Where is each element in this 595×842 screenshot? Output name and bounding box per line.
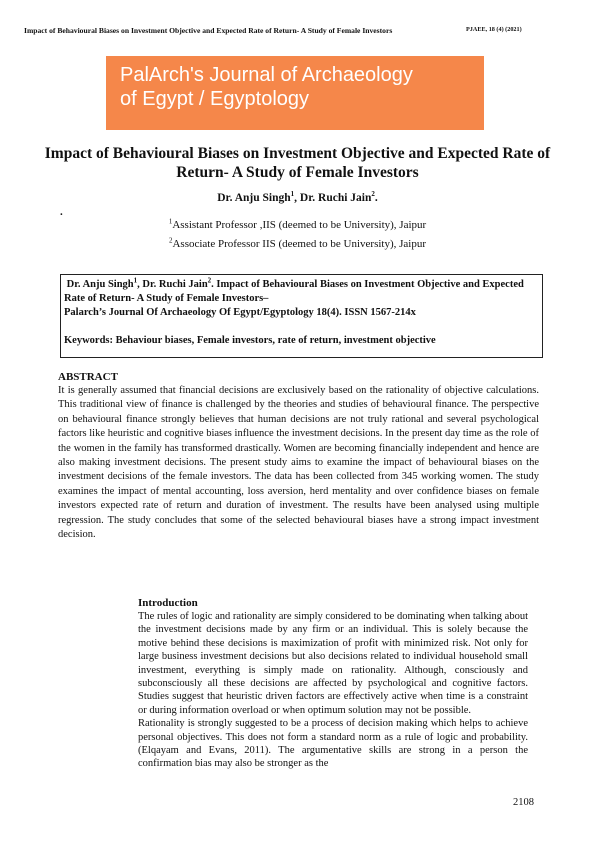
page-number: 2108 xyxy=(513,797,534,808)
affiliation-1-sup: 1 xyxy=(168,217,173,226)
banner-line-1: PalArch's Journal of Archaeology xyxy=(120,64,413,86)
abstract-heading: ABSTRACT xyxy=(58,371,118,383)
citation-text xyxy=(64,278,538,306)
paper-title: Impact of Behavioural Biases on Investment Objective and Expected Rate of Return- A Study of Female Investors xyxy=(44,145,551,181)
running-header-title: Impact of Behavioural Biases on Investment Objective and Expected Rate of Return- A Study of Female Investors xyxy=(24,26,393,35)
affiliation-2-sup: 2 xyxy=(168,236,173,245)
stray-mark: . xyxy=(60,206,63,218)
citation-author-2-sup: 2 xyxy=(207,276,212,285)
affiliation-2 xyxy=(0,238,595,250)
citation-author-2: Dr. Ruchi Jain xyxy=(142,279,208,290)
citation-author-1: Dr. Anju Singh xyxy=(66,279,134,290)
affiliation-2-text: Associate Professor IIS (deemed to be University), Jaipur xyxy=(172,238,427,250)
citation-sep: , xyxy=(137,279,143,290)
banner-line-2: of Egypt / Egyptology xyxy=(120,88,310,110)
affiliation-1-text: Assistant Professor ,IIS (deemed to be University), Jaipur xyxy=(172,219,427,231)
author-2: Dr. Ruchi Jain xyxy=(299,192,372,204)
author-2-sup: 2 xyxy=(371,190,375,199)
citation-author-1-sup: 1 xyxy=(133,276,138,285)
citation-journal: Palarch’s Journal Of Archaeology Of Egypt/Egyptology 18(4). ISSN 1567-214x xyxy=(64,307,416,318)
introduction-heading: Introduction xyxy=(138,597,198,609)
author-1-sup: 1 xyxy=(290,190,295,199)
affiliation-1 xyxy=(0,219,595,231)
keywords: Keywords: Behaviour biases, Female investors, rate of return, investment objective xyxy=(64,335,436,346)
introduction-body xyxy=(138,610,528,771)
abstract-body: It is generally assumed that financial decisions are exclusively based on the rationality of objective calculations. This traditional view of finance is challenged by the theories and studies of behavioural finance. The perspective on behavioural finance strongly believes that human decisions are not truly rational and several psychological factors like heuristic and cognitive biases influence the investment decisions. In the present day time as the role of the women in the family has transformed drastically. Women are becoming financially independent and hence are also making investment decisions. The present study aims to examine the impact of behavioural biases on the investment decisions of the female investors. The data has been collected from 345 working women. The study examines the impact of mental accounting, loss aversion, herd mentality and over confidence biases on female investors expected rate of return and duration of investment. The results have been analysed using multiple regression. The study concludes that some of the selected behavioural biases have a strong impact investment decision. xyxy=(58,385,539,541)
citation-rest: . Impact of Behavioural Biases on Investment Objective and Expected Rate of Return- A Study of Female Investors– xyxy=(64,279,524,304)
author-line xyxy=(0,192,595,204)
author-sep: , xyxy=(294,192,300,204)
citation-box xyxy=(60,274,543,358)
running-header-journal: PJAEE, 18 (4) (2021) xyxy=(466,26,522,33)
introduction-paragraph-2: Rationality is strongly suggested to be a process of decision making which helps to achieve personal objectives. This does not form a standard norm as a rule of logic and probability. (Elqayam and Evans, 2011). The argumentative skills are strong in a person the confirmation bias may also be stronger as the xyxy=(138,718,528,770)
introduction-paragraph-1: The rules of logic and rationality are simply considered to be dominating when talking about the investment decisions made by any firm or an individual. This is solely because the motive behind these decisions is maximization of profit with minimized risk. Not only for large business investment decisions but also decisions related to individual household small investment, everything is simply made on rationality. Although, consciously and subconsciously all these decisions are affected by psychological and cognitive factors. Studies suggest that heuristic driven factors are effectively active when time is a constraint or during information overload or when optimum solution may not be possible. xyxy=(138,611,528,716)
author-1: Dr. Anju Singh xyxy=(217,192,291,204)
author-end: . xyxy=(374,192,378,204)
journal-banner xyxy=(106,56,484,130)
